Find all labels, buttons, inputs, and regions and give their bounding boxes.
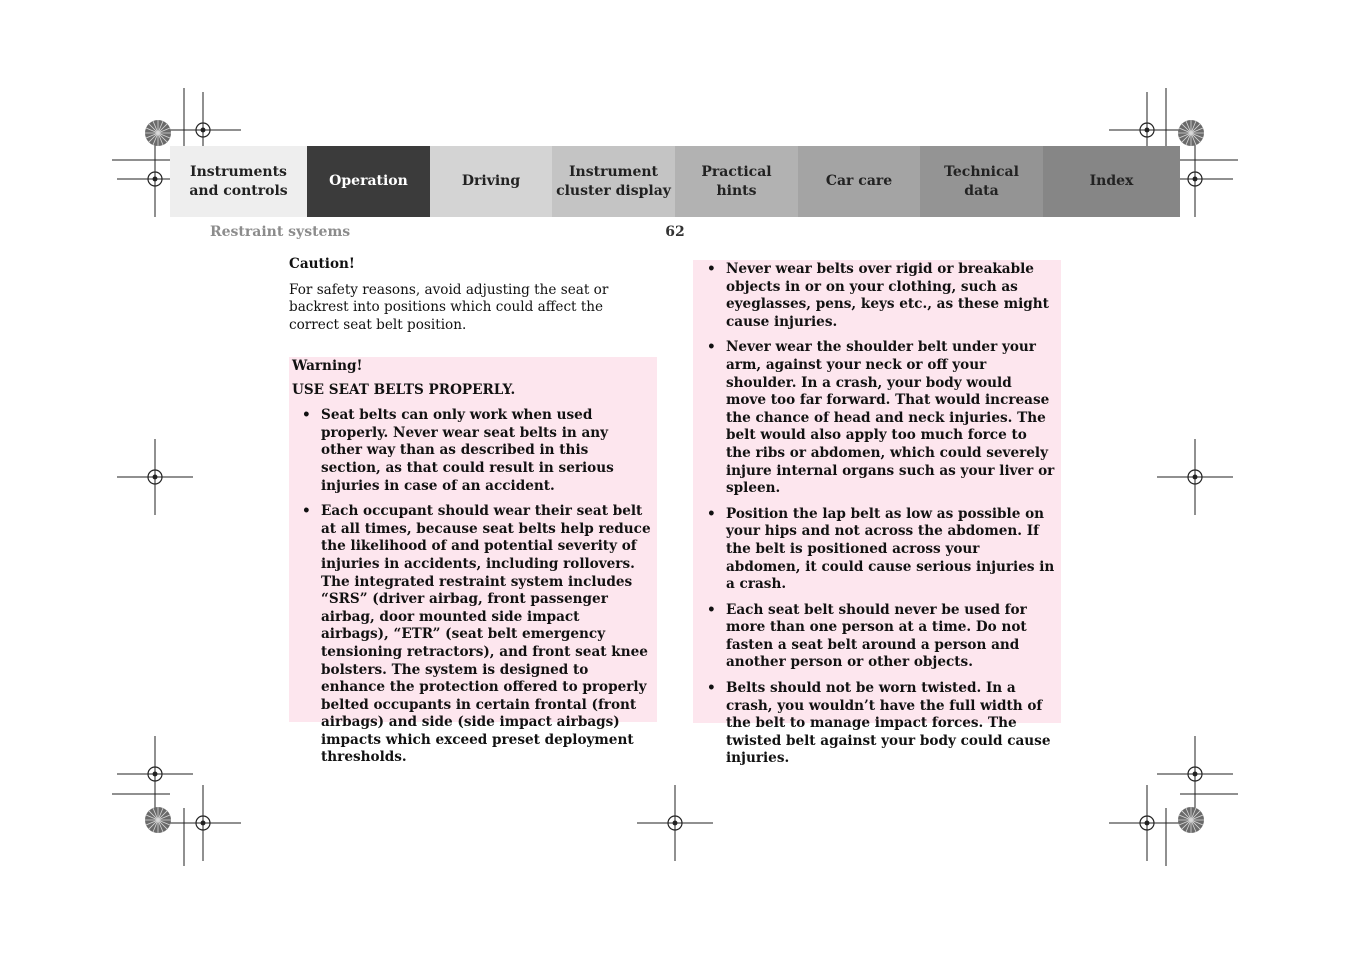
tab-car-care[interactable] [798, 146, 920, 217]
list-item [707, 506, 1055, 594]
tab-label: Driving [461, 173, 521, 189]
bullet-text: Never wear the shoulder belt under your arm, against your neck or off your shoulder. In a crash, your body would move too far forward. That would increase the chance of head and neck injuries. The belt would also apply too much force to the ribs or abdomen, which could severely injure internal organs such as your liver or spleen. [726, 339, 1055, 497]
tab-label: Instruments and controls [189, 163, 288, 199]
bullet-icon: • [707, 680, 716, 697]
list-item [707, 602, 1055, 672]
section-title: Restraint systems [210, 224, 351, 240]
bullet-icon: • [707, 505, 716, 522]
list-item [302, 503, 651, 767]
tab-label: Technical data [944, 163, 1019, 199]
bullet-icon: • [302, 503, 311, 520]
tab-label: Index [1089, 173, 1134, 189]
tab-index[interactable] [1043, 146, 1180, 217]
caution-title: Caution! [289, 256, 355, 272]
tab-technical-data[interactable] [920, 146, 1043, 217]
list-item [707, 680, 1055, 768]
list-item [302, 407, 651, 495]
tab-label: Operation [329, 173, 408, 189]
bullet-text: Position the lap belt as low as possible on your hips and not across the abdomen. If the belt is positioned across your abdomen, it could cause serious injuries in a crash. [726, 505, 1055, 593]
bullet-icon: • [707, 261, 716, 277]
tab-driving[interactable] [430, 146, 552, 217]
page-number: 62 [665, 224, 685, 240]
bullet-icon: • [302, 407, 311, 424]
list-item [707, 261, 1055, 331]
tab-instrument-cluster-display[interactable] [552, 146, 675, 217]
tab-label: Instrument cluster display [556, 163, 671, 199]
list-item [707, 339, 1055, 497]
bullet-icon: • [707, 339, 716, 356]
tab-operation[interactable] [307, 146, 430, 217]
caution-text: For safety reasons, avoid adjusting the seat or backrest into positions which could affect the correct seat belt position. [289, 281, 609, 333]
bullet-text: Each occupant should wear their seat belt at all times, because seat belts help reduce the likelihood of and potential severity of injuries in accidents, including rollovers. The integrated restraint system includes “SRS” (driver airbag, front passenger airbag, door mounted side impact airbags), “ETR” (seat belt emergency tensioning retractors), and front seat knee bolsters. The system is designed to enhance the protection offered to properly belted occupants in certain frontal (front airbags) and side (side impact airbags) impacts which exceed preset deployment thresholds. [321, 503, 651, 766]
bullet-text: Never wear belts over rigid or breakable objects in or on your clothing, such as eyeglasses, pens, keys etc., as these might cause injuries. [726, 261, 1049, 330]
caution-block [289, 256, 657, 334]
bullet-icon: • [707, 601, 716, 618]
tab-instruments-and-controls[interactable] [170, 146, 307, 217]
bullet-text: Belts should not be worn twisted. In a crash, you wouldn’t have the full width of the belt to manage impact forces. The twisted belt against your body could cause injuries. [726, 680, 1051, 767]
bullet-text: Each seat belt should never be used for more than one person at a time. Do not fasten a seat belt around a person and another person or other objects. [726, 601, 1027, 671]
tab-label: Car care [825, 173, 893, 189]
warning-box [289, 357, 657, 766]
section-tabs [170, 146, 1180, 217]
warning-subtitle: USE SEAT BELTS PROPERLY. [292, 381, 516, 398]
warning-continued-bullets [707, 261, 1055, 768]
tab-practical-hints[interactable] [675, 146, 798, 217]
warning-label: Warning! [292, 358, 363, 374]
bullet-text: Seat belts can only work when used properly. Never wear seat belts in any other way than as described in this section, as that could result in serious injuries in case of an accident. [321, 407, 614, 494]
warning-bullets [292, 407, 651, 767]
tab-label: Practical hints [701, 163, 772, 199]
warning-continued-box [693, 260, 1061, 767]
